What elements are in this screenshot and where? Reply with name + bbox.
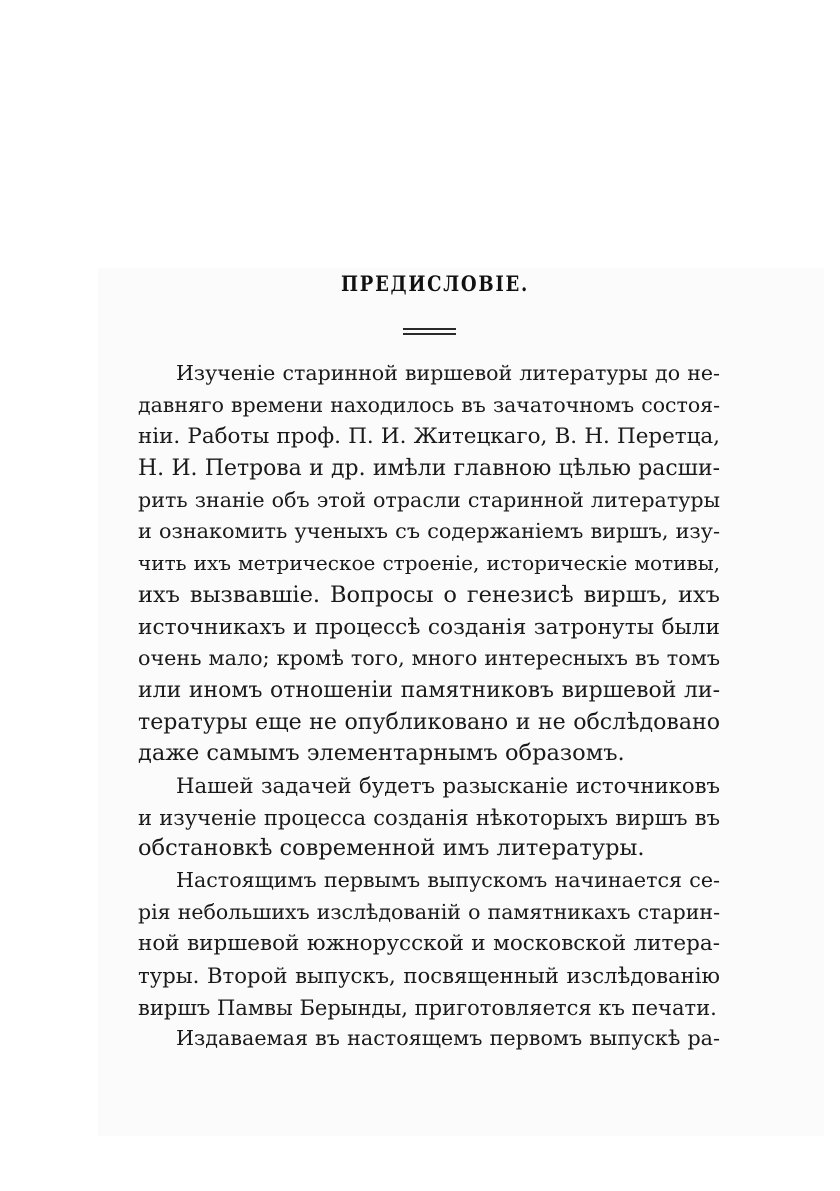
title-rule-top <box>403 328 456 330</box>
text-line: и изученіе процесса созданія нѣкоторыхъ виршъ въ <box>138 804 720 830</box>
text-line: рить знаніе объ этой отрасли старинной литературы <box>138 487 720 512</box>
text-line: виршъ Памвы Берынды, приготовляется къ печати. <box>138 994 717 1020</box>
text-line: ніи. Работы проф. П. И. Житецкаго, В. Н. Перетца, <box>138 424 720 450</box>
text-line: Изученіе старинной виршевой литературы до не- <box>176 361 720 385</box>
text-line: тературы еще не опубликовано и не обслѣдовано <box>138 709 720 735</box>
text-line: Настоящимъ первымъ выпускомъ начинается се- <box>176 868 720 892</box>
text-line: ихъ вызвавшіе. Вопросы о генезисѣ виршъ, ихъ <box>138 581 720 608</box>
text-line: источникахъ и процессѣ созданія затронуты были <box>138 614 720 640</box>
text-line: рія небольшихъ изслѣдованій о памятникахъ старин- <box>138 899 720 924</box>
text-line: обстановкѣ современной имъ литературы. <box>138 835 645 862</box>
text-line: даже самымъ элементарнымъ образомъ. <box>138 740 625 767</box>
body-text <box>138 358 720 1055</box>
paragraph-1 <box>138 358 720 770</box>
paragraph-3 <box>138 865 720 1023</box>
paragraph-4 <box>138 1023 720 1055</box>
text-line: Нашей задачей будетъ разысканіе источниковъ <box>176 772 720 798</box>
text-line: очень мало; кромѣ того, много интересныхъ въ томъ <box>138 646 720 671</box>
text-line: чить ихъ метрическое строеніе, историческіе мотивы, <box>138 551 720 576</box>
text-line: и ознакомить ученыхъ съ содержаніемъ виршъ, изу- <box>138 519 720 544</box>
paragraph-2 <box>138 770 720 865</box>
text-line: или иномъ отношеніи памятниковъ виршевой ли- <box>138 677 720 703</box>
text-line: туры. Второй выпускъ, посвященный изслѣдованію <box>138 963 720 989</box>
text-line: Н. И. Петрова и др. имѣли главною цѣлью расши- <box>138 456 720 482</box>
title-rule-bottom <box>403 333 456 335</box>
text-line: давняго времени находилось въ зачаточномъ состоя- <box>138 392 720 417</box>
text-line: ной виршевой южнорусской и московской литера- <box>138 931 720 957</box>
page-title: ПРЕДИСЛОВІЕ. <box>340 271 529 296</box>
text-line: Издаваемая въ настоящемъ первомъ выпускѣ ра- <box>176 1026 720 1051</box>
